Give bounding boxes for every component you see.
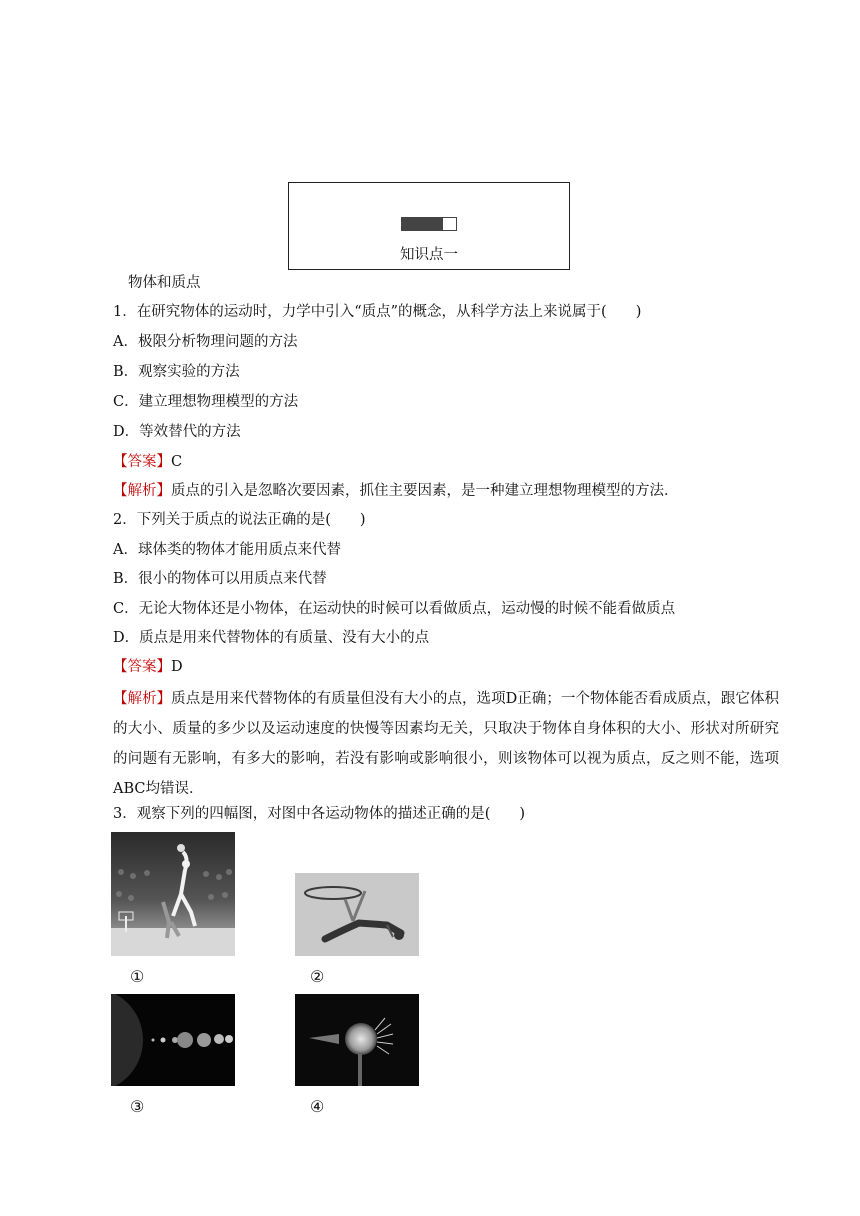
- question-3-stem: 3．观察下列的四幅图，对图中各运动物体的描述正确的是( ): [113, 806, 526, 822]
- question-2-option-b: B．很小的物体可以用质点来代替: [113, 571, 327, 587]
- basketball-photo: [111, 832, 235, 956]
- analysis-tag: 【解析】: [113, 691, 172, 707]
- figure-label-4: ④: [310, 1097, 325, 1116]
- question-2-option-a: A．球体类的物体才能用质点来代替: [113, 542, 341, 558]
- figure-label-3: ③: [130, 1097, 145, 1116]
- figure-label-2: ②: [310, 967, 325, 986]
- question-2-option-d: D．质点是用来代替物体的有质量、没有大小的点: [113, 630, 430, 646]
- answer-tag: 【答案】: [113, 659, 171, 675]
- question-2-stem: 2．下列关于质点的说法正确的是( ): [113, 512, 366, 528]
- question-1-stem: 1．在研究物体的运动时，力学中引入“质点”的概念，从科学方法上来说属于( ): [113, 304, 642, 320]
- question-1-answer: [113, 450, 182, 471]
- knowledge-point-title: 知识点一: [400, 247, 458, 263]
- question-1-option-b: B．观察实验的方法: [113, 364, 240, 380]
- section-title: 物体和质点: [128, 275, 201, 291]
- question-1-option-d: D．等效替代的方法: [113, 424, 241, 440]
- question-2-analysis: [113, 684, 779, 804]
- bullet-apple-photo: [295, 994, 419, 1086]
- question-1-option-c: C．建立理想物理模型的方法: [113, 394, 299, 410]
- analysis-tag: 【解析】: [113, 483, 171, 499]
- progress-bar: [401, 217, 457, 231]
- answer-value: D: [171, 659, 183, 675]
- answer-tag: 【答案】: [113, 454, 171, 470]
- question-2-answer: [113, 655, 183, 676]
- hula-hoop-photo: [295, 873, 419, 956]
- answer-value: C: [171, 454, 183, 470]
- solar-system-photo: [111, 994, 235, 1086]
- question-1-option-a: A．极限分析物理问题的方法: [113, 334, 298, 350]
- progress-bar-fill: [402, 218, 443, 230]
- question-1-analysis: [113, 479, 679, 500]
- analysis-text: 质点是用来代替物体的有质量但没有大小的点，选项D正确；一个物体能否看成质点，跟它体积的大小、质量的多少以及运动速度的快慢等因素均无关，只取决于物体自身体积的大小、形状对所研究的问题有无影响，有多大的影响，若没有影响或影响很小，则该物体可以视为质点，反之则不能，选项ABC均错误．: [113, 691, 780, 797]
- analysis-text: 质点的引入是忽略次要因素，抓住主要因素，是一种建立理想物理模型的方法．: [171, 483, 679, 499]
- figure-label-1: ①: [130, 967, 145, 986]
- question-2-option-c: C．无论大物体还是小物体，在运动快的时候可以看做质点，运动慢的时候不能看做质点: [113, 601, 676, 617]
- knowledge-point-box: [288, 182, 570, 270]
